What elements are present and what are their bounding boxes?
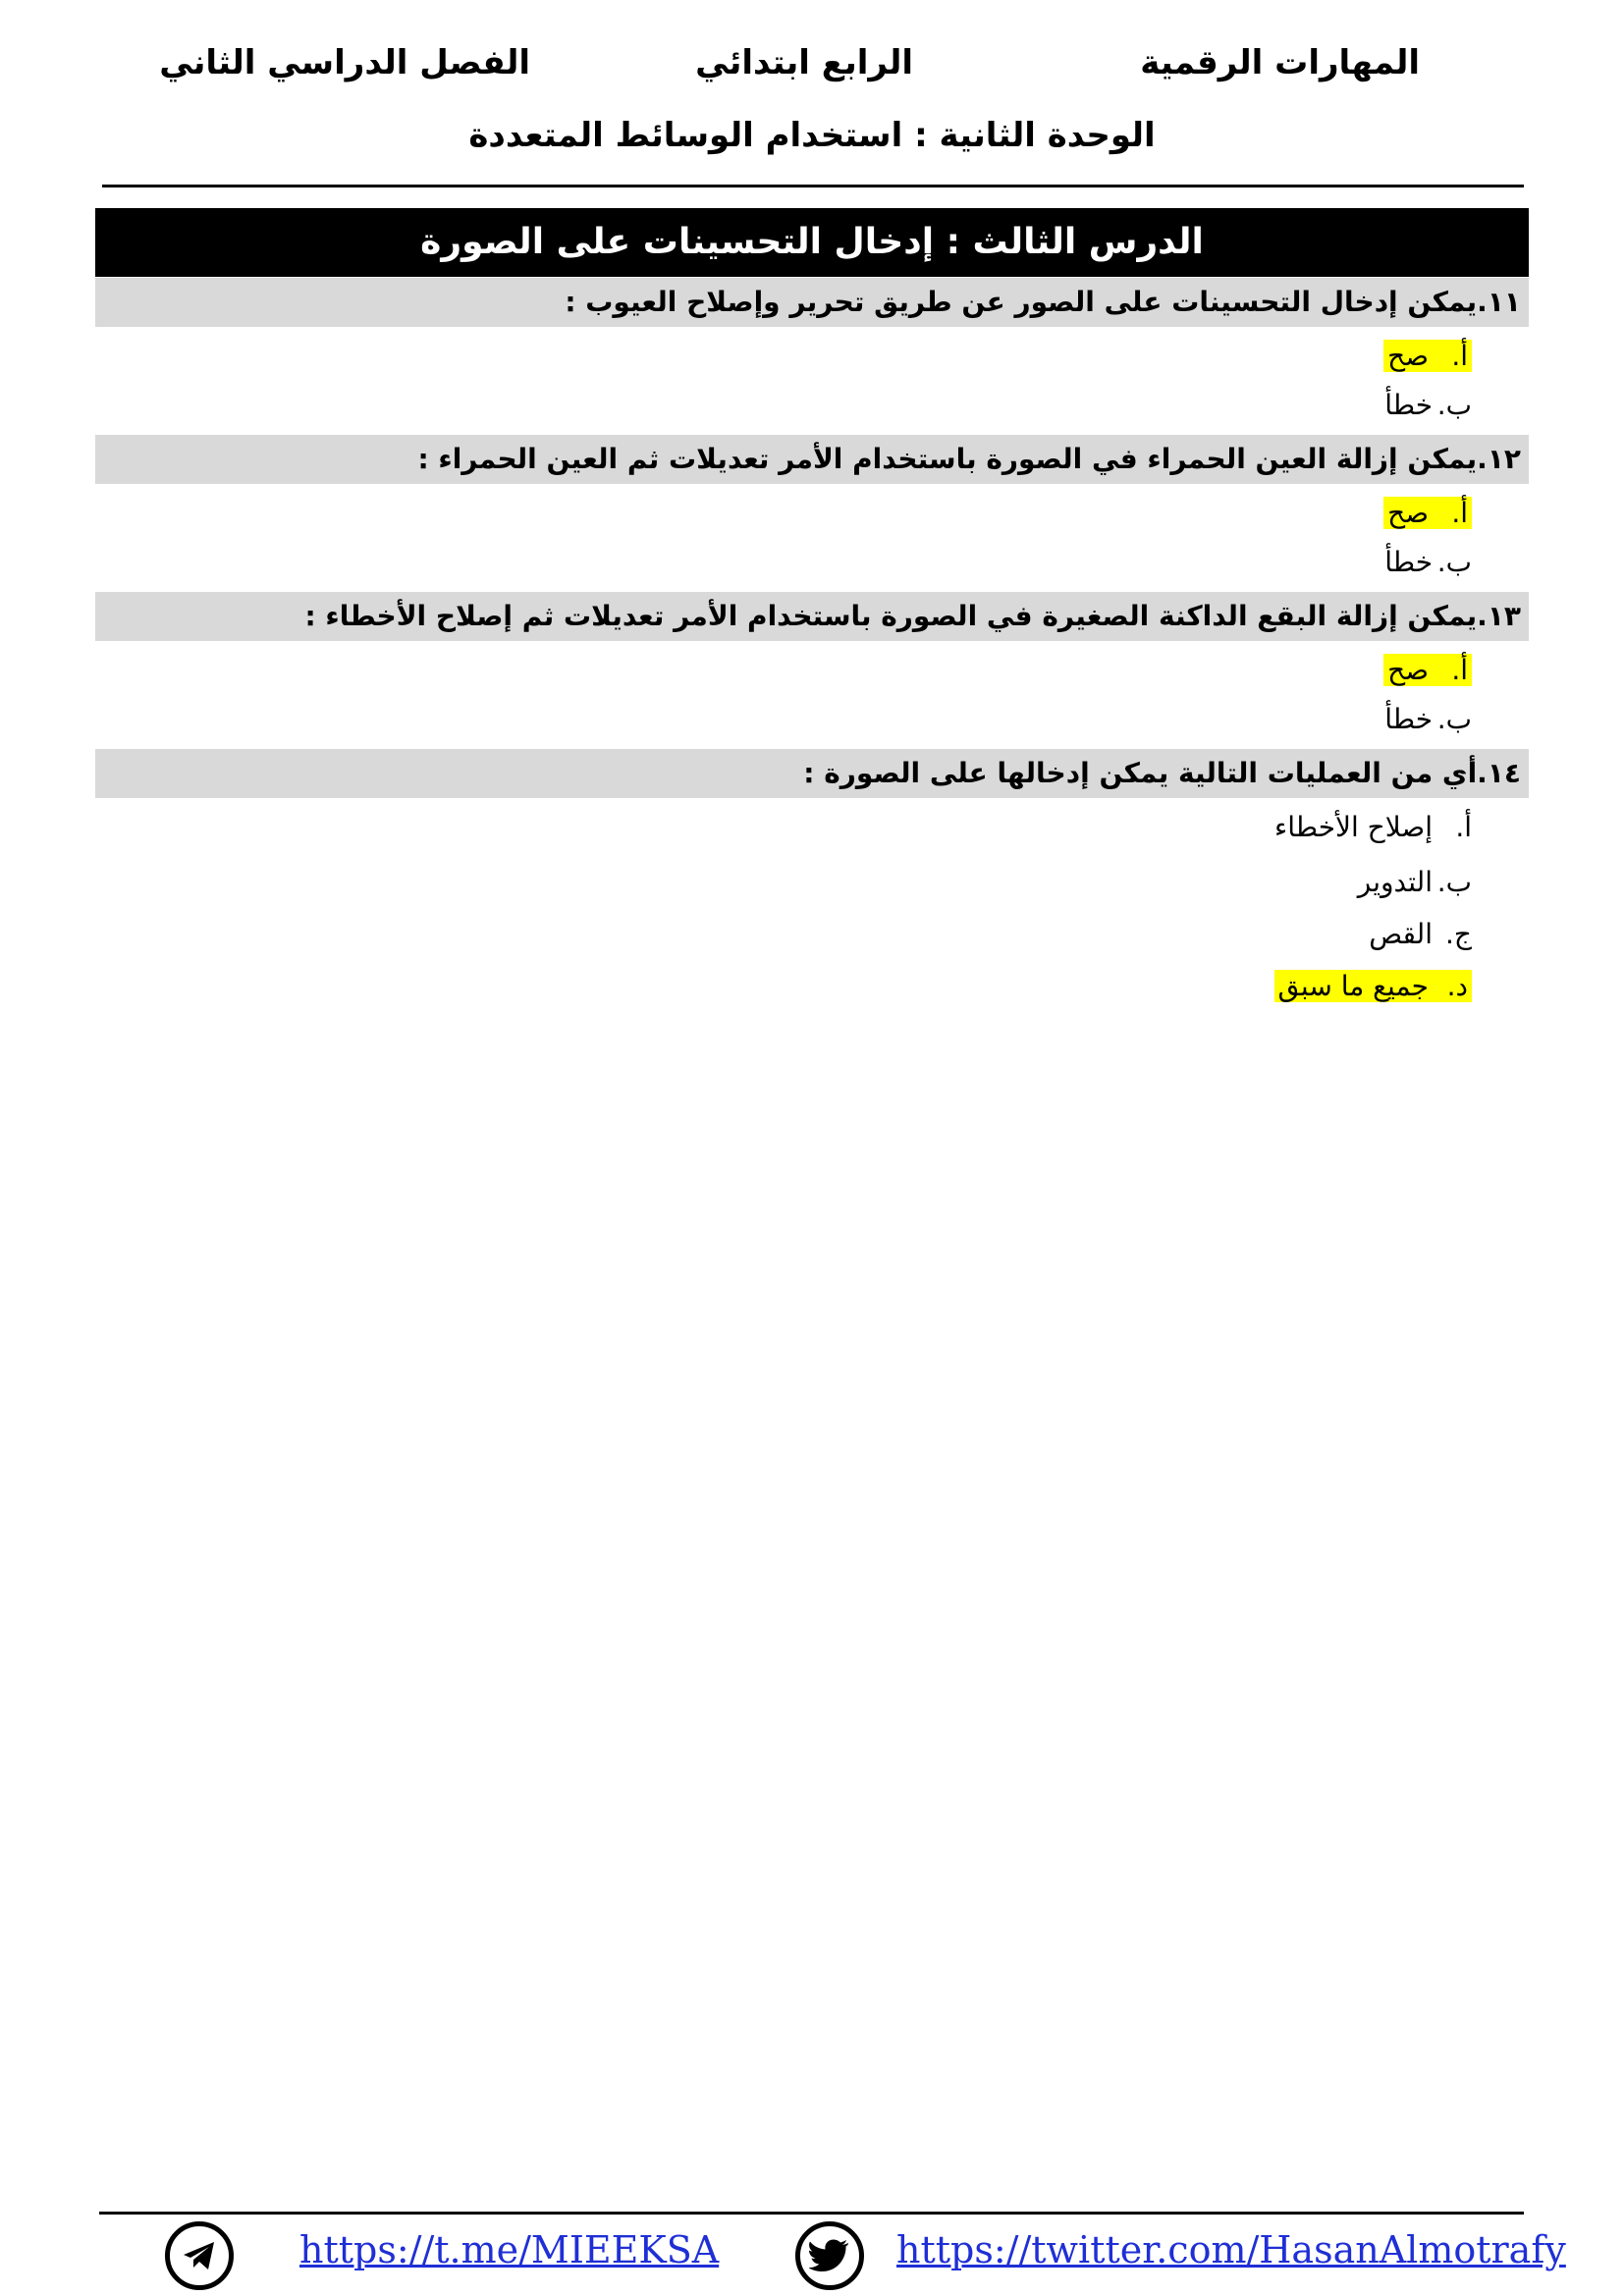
option-14-b <box>1358 860 1472 905</box>
option-letter: أ. <box>1451 497 1468 529</box>
option-letter: أ. <box>1451 654 1468 686</box>
option-letter: أ. <box>1455 811 1472 843</box>
option-text: صح <box>1387 497 1429 529</box>
option-letter: ب. <box>1436 866 1472 898</box>
telegram-icon[interactable] <box>165 2221 234 2290</box>
lesson-title: الدرس الثالث : إدخال التحسينات على الصورة <box>95 208 1529 277</box>
option-text: صح <box>1387 340 1429 372</box>
option-11-a <box>1383 334 1472 379</box>
subject-title: المهارات الرقمية <box>1140 43 1420 82</box>
unit-title: الوحدة الثانية : استخدام الوسائط المتعددة <box>468 116 1156 155</box>
option-text: خطأ <box>1384 703 1433 735</box>
footer-divider <box>99 2212 1524 2215</box>
option-letter: ب. <box>1436 546 1472 578</box>
question-12: ١٢.يمكن إزالة العين الحمراء في الصورة باستخدام الأمر تعديلات ثم العين الحمراء : <box>95 435 1529 484</box>
twitter-link[interactable]: https://twitter.com/HasanAlmotrafy <box>896 2228 1566 2271</box>
question-11: ١١.يمكن إدخال التحسينات على الصور عن طريق تحرير وإصلاح العيوب : <box>95 278 1529 327</box>
option-14-c <box>1369 912 1472 957</box>
grade-title: الرابع ابتدائي <box>695 43 913 82</box>
twitter-icon[interactable] <box>795 2221 864 2290</box>
option-text: القص <box>1369 918 1433 950</box>
option-letter: ب. <box>1436 703 1472 735</box>
option-11-b <box>1384 383 1472 428</box>
option-text: صح <box>1387 654 1429 686</box>
option-text: إصلاح الأخطاء <box>1274 811 1433 843</box>
page-header <box>157 43 1434 102</box>
option-letter: أ. <box>1451 340 1468 372</box>
option-letter: د. <box>1446 970 1468 1002</box>
option-12-b <box>1384 540 1472 585</box>
option-14-d <box>1274 964 1472 1009</box>
telegram-link[interactable]: https://t.me/MIEEKSA <box>299 2228 720 2271</box>
option-13-b <box>1384 697 1472 742</box>
option-text: التدوير <box>1357 866 1433 898</box>
option-text: جميع ما سبق <box>1277 970 1429 1002</box>
option-13-a <box>1383 648 1472 693</box>
question-14: ١٤.أي من العمليات التالية يمكن إدخالها على الصورة : <box>95 749 1529 798</box>
option-14-a <box>1274 805 1472 850</box>
header-divider <box>102 185 1524 187</box>
option-text: خطأ <box>1384 389 1433 421</box>
option-letter: ج. <box>1445 918 1472 950</box>
option-12-a <box>1383 491 1472 536</box>
term-title: الفصل الدراسي الثاني <box>159 43 530 82</box>
option-letter: ب. <box>1436 389 1472 421</box>
option-text: خطأ <box>1384 546 1433 578</box>
question-13: ١٣.يمكن إزالة البقع الداكنة الصغيرة في الصورة باستخدام الأمر تعديلات ثم إصلاح الأخطاء : <box>95 592 1529 641</box>
